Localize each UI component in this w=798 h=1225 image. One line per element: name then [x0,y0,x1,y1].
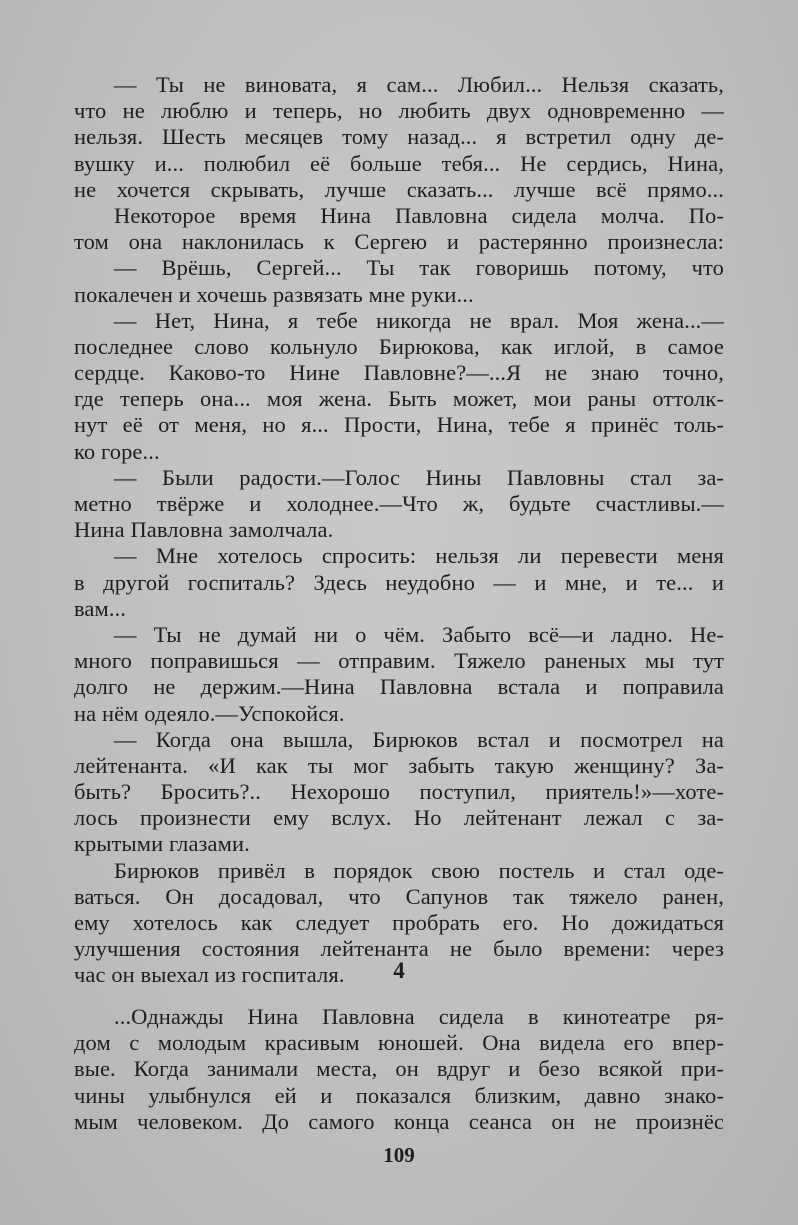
text-line: на нём одеяло.—Успокойся. [74,700,345,726]
text-line: вые. Когда занимали места, он вдруг и безо всякой при- [74,1056,724,1082]
text-line: метно твёрже и холоднее.—Что ж, будьте счастливы.— [74,491,724,516]
section-number: 4 [393,958,405,983]
text-line: мым человеком. До самого конца сеанса он не произнёс [74,1108,724,1134]
text-line: вушку и... полюбил её больше тебя... Не сердись, Нина, [74,150,724,176]
text-line: крытыми глазами. [74,831,250,857]
text-line: много поправишься — отправим. Тяжело раненых мы тут [74,648,724,674]
section-text [74,1004,724,1135]
text-line: что не люблю и теперь, но любить двух одновременно — [74,98,724,124]
text-line: — Ты не виновата, я сам... Любил... Нельзя сказать, [114,72,724,97]
text-line: улучшения состояния лейтенанта не было времени: через [74,936,724,962]
text-line: долго не держим.—Нина Павловна встала и поправила [74,674,724,700]
paragraph [74,465,724,544]
text-line: ...Однажды Нина Павловна сидела в кинотеатре ря- [114,1004,724,1029]
paragraph [74,727,724,858]
text-line: — Нет, Нина, я тебе никогда не врал. Моя жена...— [114,307,724,333]
page-number: 109 [383,1143,415,1167]
text-line: лейтенанта. «И как ты мог забыть такую женщину? За- [74,752,724,778]
text-line: в другой госпиталь? Здесь неудобно — и мне, и те... и [74,569,724,595]
text-line: Некоторое время Нина Павловна сидела молча. По- [114,202,724,228]
text-line: не хочется скрывать, лучше сказать... лучше всё прямо... [74,176,724,202]
text-line: том она наклонилась к Сергею и растерянно произнесла: [74,229,724,255]
paragraph [74,543,724,622]
text-line: покалечен и хочешь развязать мне руки... [74,281,474,307]
text-line: Бирюков привёл в порядок свою постель и стал оде- [114,857,724,883]
text-line: лось произнести ему вслух. Но лейтенант лежал с за- [74,805,724,831]
paragraph [74,72,724,203]
text-line: нельзя. Шесть месяцев тому назад... я встретил одну де- [74,124,724,150]
text-line: вам... [74,595,127,621]
text-line: последнее слово кольнуло Бирюкова, как иглой, в самое [74,333,724,359]
text-line: дом с молодым красивым юношей. Она видела его впер- [74,1030,724,1056]
text-line: час он выехал из госпиталя. [74,962,345,988]
text-line: чины улыбнулся ей и показался близким, давно знако- [74,1082,724,1108]
text-line: ему хотелось как следует пробрать его. Но дожидаться [74,910,724,935]
paragraph [74,1004,724,1135]
paragraph [74,203,724,255]
text-line: — Врёшь, Сергей... Ты так говоришь потому, что [114,255,724,281]
paragraph [74,622,724,727]
text-line: ваться. Он досадовал, что Сапунов так тяжело ранен, [74,883,724,909]
paragraph [74,308,724,465]
main-text [74,72,724,989]
text-line: Нина Павловна замолчала. [74,517,334,543]
text-line: — Когда она вышла, Бирюков встал и посмотрел на [114,726,724,752]
text-line: сердце. Каково-то Нине Павловне?—...Я не знаю точно, [74,360,724,386]
text-line: где теперь она... моя жена. Быть может, мои раны оттолк- [74,386,724,412]
text-line: — Мне хотелось спросить: нельзя ли перевести меня [114,543,724,569]
text-line: — Были радости.—Голос Нины Павловны стал за- [114,464,724,490]
text-line: — Ты не думай ни о чём. Забыто всё—и ладно. Не- [114,621,724,647]
text-line: ко горе... [74,438,160,464]
text-line: нут её от меня, но я... Прости, Нина, тебе я принёс толь- [74,412,724,438]
text-line: быть? Бросить?.. Нехорошо поступил, приятель!»—хоте- [74,779,724,805]
paragraph [74,255,724,307]
